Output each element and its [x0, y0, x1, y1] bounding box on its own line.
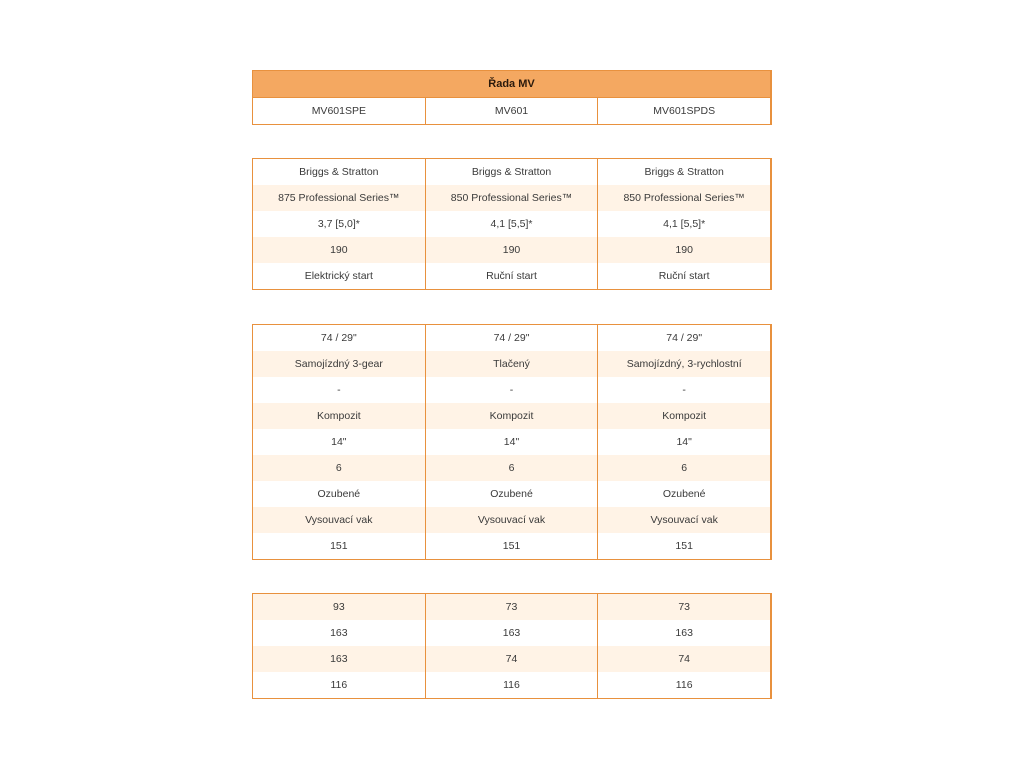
table-cell: 74 / 29" [426, 325, 599, 351]
model-name: MV601SPE [253, 98, 426, 124]
table-cell: 850 Professional Series™ [623, 192, 745, 204]
cutting-table [252, 324, 772, 560]
table-row [253, 211, 770, 237]
table-row [253, 185, 770, 211]
table-row [253, 351, 770, 377]
table-cell: 116 [253, 672, 426, 698]
engine-table [252, 158, 772, 290]
table-cell: 14" [426, 429, 599, 455]
table-row [253, 325, 770, 351]
table-cell: 6 [253, 455, 426, 481]
table-cell: 875 Professional Series™ [253, 185, 426, 211]
table-row [253, 429, 770, 455]
table-cell: 116 [426, 672, 599, 698]
table-cell: 74 [426, 646, 599, 672]
table-cell: 151 [253, 533, 426, 559]
table-row [253, 646, 770, 672]
table-cell: Vysouvací vak [650, 514, 718, 526]
table-cell: Briggs & Stratton [644, 166, 724, 178]
table-cell: Kompozit [253, 403, 426, 429]
table-cell: Ruční start [426, 263, 599, 289]
table-cell: Ozubené [253, 481, 426, 507]
table-cell: 190 [426, 237, 599, 263]
table-cell: 4,1 [5,5]* [426, 211, 599, 237]
model-row [253, 98, 770, 124]
table-cell: Vysouvací vak [253, 507, 426, 533]
table-cell: Ozubené [426, 481, 599, 507]
table-cell: 14" [253, 429, 426, 455]
table-cell: Elektrický start [253, 263, 426, 289]
table-cell: Kompozit [426, 403, 599, 429]
models-table [252, 70, 772, 125]
table-cell: 6 [681, 462, 688, 474]
series-title: Řada MV [253, 71, 770, 98]
table-cell: 850 Professional Series™ [426, 185, 599, 211]
table-cell: Samojízdný, 3-rychlostní [626, 358, 742, 370]
table-cell: 3,7 [5,0]* [253, 211, 426, 237]
table-cell: 190 [253, 237, 426, 263]
table-cell: - [426, 377, 599, 403]
table-cell: - [682, 384, 686, 396]
table-row [253, 377, 770, 403]
table-cell: 14" [676, 436, 692, 448]
table-cell: 73 [678, 601, 691, 613]
table-cell: 190 [675, 244, 693, 256]
table-cell: - [253, 377, 426, 403]
table-cell: 4,1 [5,5]* [663, 218, 706, 230]
table-cell: Vysouvací vak [426, 507, 599, 533]
model-name: MV601 [426, 98, 599, 124]
table-row [253, 263, 770, 289]
table-row [253, 159, 770, 185]
table-cell: 93 [253, 594, 426, 620]
table-row [253, 403, 770, 429]
table-cell: 6 [426, 455, 599, 481]
table-cell: 151 [426, 533, 599, 559]
table-row [253, 507, 770, 533]
table-row [253, 620, 770, 646]
table-cell: Kompozit [662, 410, 707, 422]
table-cell: Ozubené [662, 488, 706, 500]
table-row [253, 481, 770, 507]
table-row [253, 594, 770, 620]
table-row [253, 533, 770, 559]
table-cell: 74 [678, 653, 691, 665]
table-cell: Samojízdný 3-gear [253, 351, 426, 377]
table-cell: 163 [253, 646, 426, 672]
table-cell: 74 / 29" [253, 325, 426, 351]
table-cell: Briggs & Stratton [426, 159, 599, 185]
table-row [253, 237, 770, 263]
table-row [253, 672, 770, 698]
dimensions-table [252, 593, 772, 699]
table-cell: 163 [426, 620, 599, 646]
table-row [253, 455, 770, 481]
table-cell: Briggs & Stratton [253, 159, 426, 185]
table-cell: Tlačený [426, 351, 599, 377]
table-cell: 116 [675, 679, 693, 691]
table-cell: 151 [675, 540, 693, 552]
table-cell: Ruční start [658, 270, 710, 282]
table-cell: 74 / 29" [666, 332, 703, 344]
table-cell: 73 [426, 594, 599, 620]
table-cell: 163 [253, 620, 426, 646]
table-cell: 163 [675, 627, 693, 639]
model-name: MV601SPDS [653, 105, 716, 117]
